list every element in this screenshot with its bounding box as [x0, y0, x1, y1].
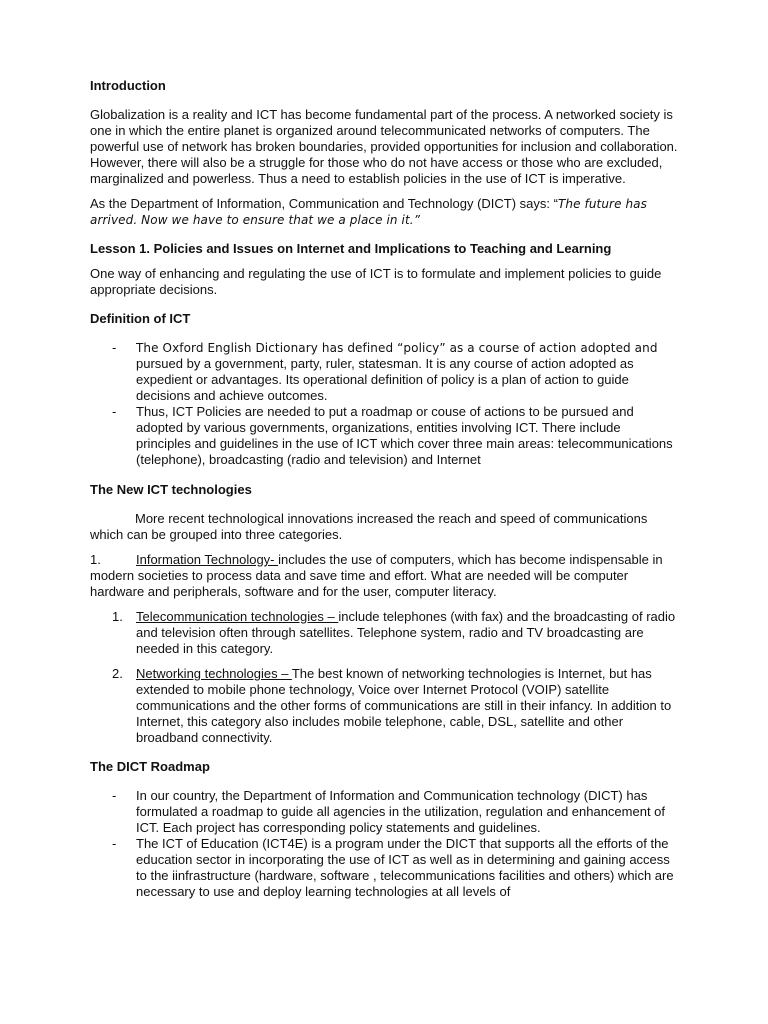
dash-bullet: - [112, 404, 117, 419]
roadmap-list [90, 788, 678, 900]
item-title: Networking technologies – [136, 666, 292, 681]
lesson-heading: Lesson 1. Policies and Issues on Internet and Implications to Teaching and Learning [90, 241, 612, 256]
item-title: Telecommunication technologies – [136, 609, 339, 624]
dict-quote-paragraph [90, 196, 678, 228]
dash-bullet: - [112, 836, 117, 851]
dict-quote: The future has arrived. Now we have to ensure that we a place in it.” [90, 197, 647, 227]
list-item [90, 340, 678, 404]
new-tech-heading: The New ICT technologies [90, 482, 252, 497]
oxford-definition-lead: The Oxford English Dictionary has defined “policy” as a course of action adopted and [136, 341, 658, 355]
document-body [90, 78, 678, 900]
category-title: Information Technology- [136, 552, 279, 567]
list-item [90, 609, 678, 657]
item-text: include telephones (with fax) and the broadcasting of radio and television often through satellites. Telephone system, radio and TV broadcasting are needed in this category. [136, 609, 676, 656]
roadmap-text: In our country, the Department of Information and Communication technology (DICT) has formulated a roadmap to guide all agencies in the utilization, regulation and enhancement of ICT. Each project has corresponding policy statements and guidelines. [136, 788, 666, 835]
item-number: 2. [112, 666, 123, 681]
item-text: The best known of networking technologies is Internet, but has extended to mobile phone technology, Voice over Internet Protocol (VOIP) satellite communications and the other forms of communications are still in their infancy. In addition to Internet, this category also includes mobile telephone, cable, DSL, satellite and other broadband connectivity. [136, 666, 672, 745]
lesson-paragraph: One way of enhancing and regulating the use of ICT is to formulate and implement policies to guide appropriate decisions. [90, 266, 662, 297]
category-text: includes the use of computers, which has become indispensable in modern societies to process data and save time and effort. What are needed will be computer hardware and peripherals, software and for the user, computer literacy. [90, 552, 663, 599]
introduction-heading: Introduction [90, 78, 166, 93]
list-item [90, 666, 678, 746]
oxford-definition-rest: pursued by a government, party, ruler, statesman. It is any course of action adopted as expedient or advantages. Its operational definition of policy is a plan of action to guide decisions and achieve outcomes. [136, 356, 634, 403]
category-number: 1. [90, 552, 101, 567]
definition-heading: Definition of ICT [90, 311, 191, 326]
definition-list [90, 340, 678, 468]
dash-bullet: - [112, 340, 117, 355]
ict-policies-text: Thus, ICT Policies are needed to put a roadmap or couse of actions to be pursued and adopted by various governments, organizations, entities involving ICT. There include principles and guidelines in the use of ICT which cover three main areas: telecommunications (telephone), broadcasting (radio and television) and Internet [136, 404, 673, 467]
item-number: 1. [112, 609, 123, 624]
list-item [90, 788, 678, 836]
ict4e-text: The ICT of Education (ICT4E) is a program under the DICT that supports all the efforts of the education sector in incorporating the use of ICT as well as in determining and gaining access to the iinfrastructure (hardware, software , telecommunications facilities and others) which are necessary to use and deploy learning technologies at all levels of [136, 836, 674, 899]
tech-category-list [90, 609, 678, 746]
dict-quote-lead: As the Department of Information, Communication and Technology (DICT) says: “ [90, 196, 558, 211]
new-tech-intro: More recent technological innovations increased the reach and speed of communications which can be grouped into three categories. [90, 511, 648, 542]
introduction-paragraph: Globalization is a reality and ICT has become fundamental part of the process. A networked society is one in which the entire planet is organized around telecommunicated networks of computers. The powerful use of network has broken boundaries, provided opportunities for inclusion and collaboration. However, there will also be a struggle for those who do not have access or those who are excluded, marginalized and powerless. Thus a need to establish policies in the use of ICT is imperative. [90, 107, 678, 186]
list-item [90, 836, 678, 900]
dash-bullet: - [112, 788, 117, 803]
list-item [90, 404, 678, 468]
roadmap-heading: The DICT Roadmap [90, 759, 210, 774]
category-information-technology [90, 552, 678, 600]
